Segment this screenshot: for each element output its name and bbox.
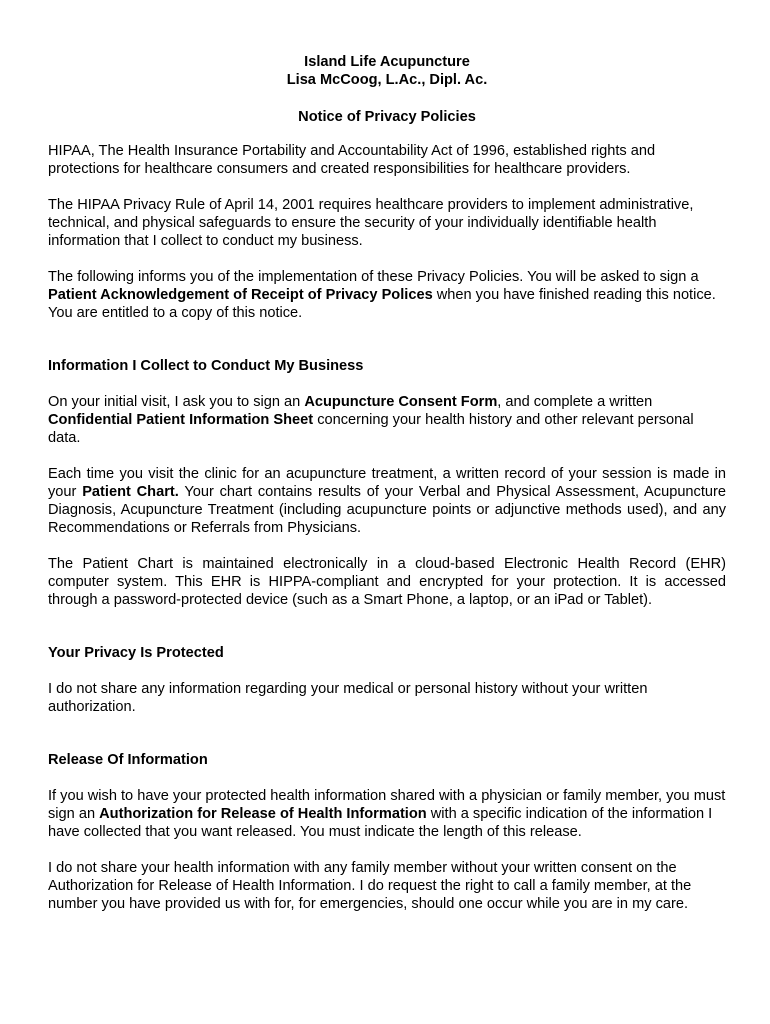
collect-p2-text-a: Each time you visit the clinic for an acupuncture treatment, a written record of your session is made in your [48, 466, 726, 500]
document-header [48, 53, 726, 126]
release-p1-text-b: with a specific indication of the information I have collected that you want released. You must indicate the length of this release. [48, 806, 713, 840]
intro-p3-text-b: when you have finished reading this notice. You are entitled to a copy of this notice. [48, 287, 716, 321]
privacy-paragraph-1: I do not share any information regarding your medical or personal history without your written authorization. [48, 681, 648, 715]
acknowledgement-form-name: Patient Acknowledgement of Receipt of Privacy Polices [48, 287, 433, 303]
practice-name: Island Life Acupuncture [304, 54, 470, 70]
collect-p1-text-c: concerning your health history and other relevant personal data. [48, 412, 694, 446]
collect-p2-text-b: Your chart contains results of your Verbal and Physical Assessment, Acupuncture Diagnosis, Acupuncture Treatment (including acupuncture points or adjunctive methods used), and any Recommendations or Referrals from Physicians. [48, 484, 726, 536]
notice-title: Notice of Privacy Policies [298, 109, 476, 125]
collect-paragraph-2 [48, 465, 726, 537]
release-paragraph-1 [48, 787, 726, 841]
release-p1-text-a: If you wish to have your protected health information shared with a physician or family member, you must sign an [48, 788, 726, 822]
intro-paragraph-1: HIPAA, The Health Insurance Portability and Accountability Act of 1996, established rights and protections for healthcare consumers and created responsibilities for healthcare providers. [48, 143, 656, 177]
info-sheet-name: Confidential Patient Information Sheet [48, 412, 314, 428]
section-heading-privacy: Your Privacy Is Protected [48, 645, 224, 661]
section-heading-release: Release Of Information [48, 752, 208, 768]
collect-paragraph-1 [48, 393, 726, 447]
patient-chart-term: Patient Chart. [82, 484, 179, 500]
intro-paragraph-3 [48, 268, 726, 322]
release-paragraph-2: I do not share your health information with any family member without your written consent on the Authorization for Release of Health Information. I do request the right to call a family member, at the number you have provided us with for, for emergencies, should one occur while you are in my care. [48, 860, 692, 912]
section-heading-collect: Information I Collect to Conduct My Business [48, 358, 364, 374]
intro-paragraph-2: The HIPAA Privacy Rule of April 14, 2001 requires healthcare providers to implement administrative, technical, and physical safeguards to ensure the security of your individually identifiable health information that I collect to conduct my business. [48, 197, 694, 249]
collect-p1-text-b: , and complete a written [497, 394, 653, 410]
collect-paragraph-3: The Patient Chart is maintained electronically in a cloud-based Electronic Health Record (EHR) computer system. This EHR is HIPPA-compliant and encrypted for your protection. It is accessed through a password-protected device (such as a Smart Phone, a laptop, or an iPad or Tablet). [48, 556, 726, 608]
intro-p3-text-a: The following informs you of the implementation of these Privacy Policies. You will be asked to sign a [48, 269, 699, 285]
consent-form-name: Acupuncture Consent Form [304, 394, 498, 410]
practitioner-name: Lisa McCoog, L.Ac., Dipl. Ac. [286, 72, 488, 88]
collect-p1-text-a: On your initial visit, I ask you to sign an [48, 394, 305, 410]
release-form-name: Authorization for Release of Health Information [99, 806, 427, 822]
